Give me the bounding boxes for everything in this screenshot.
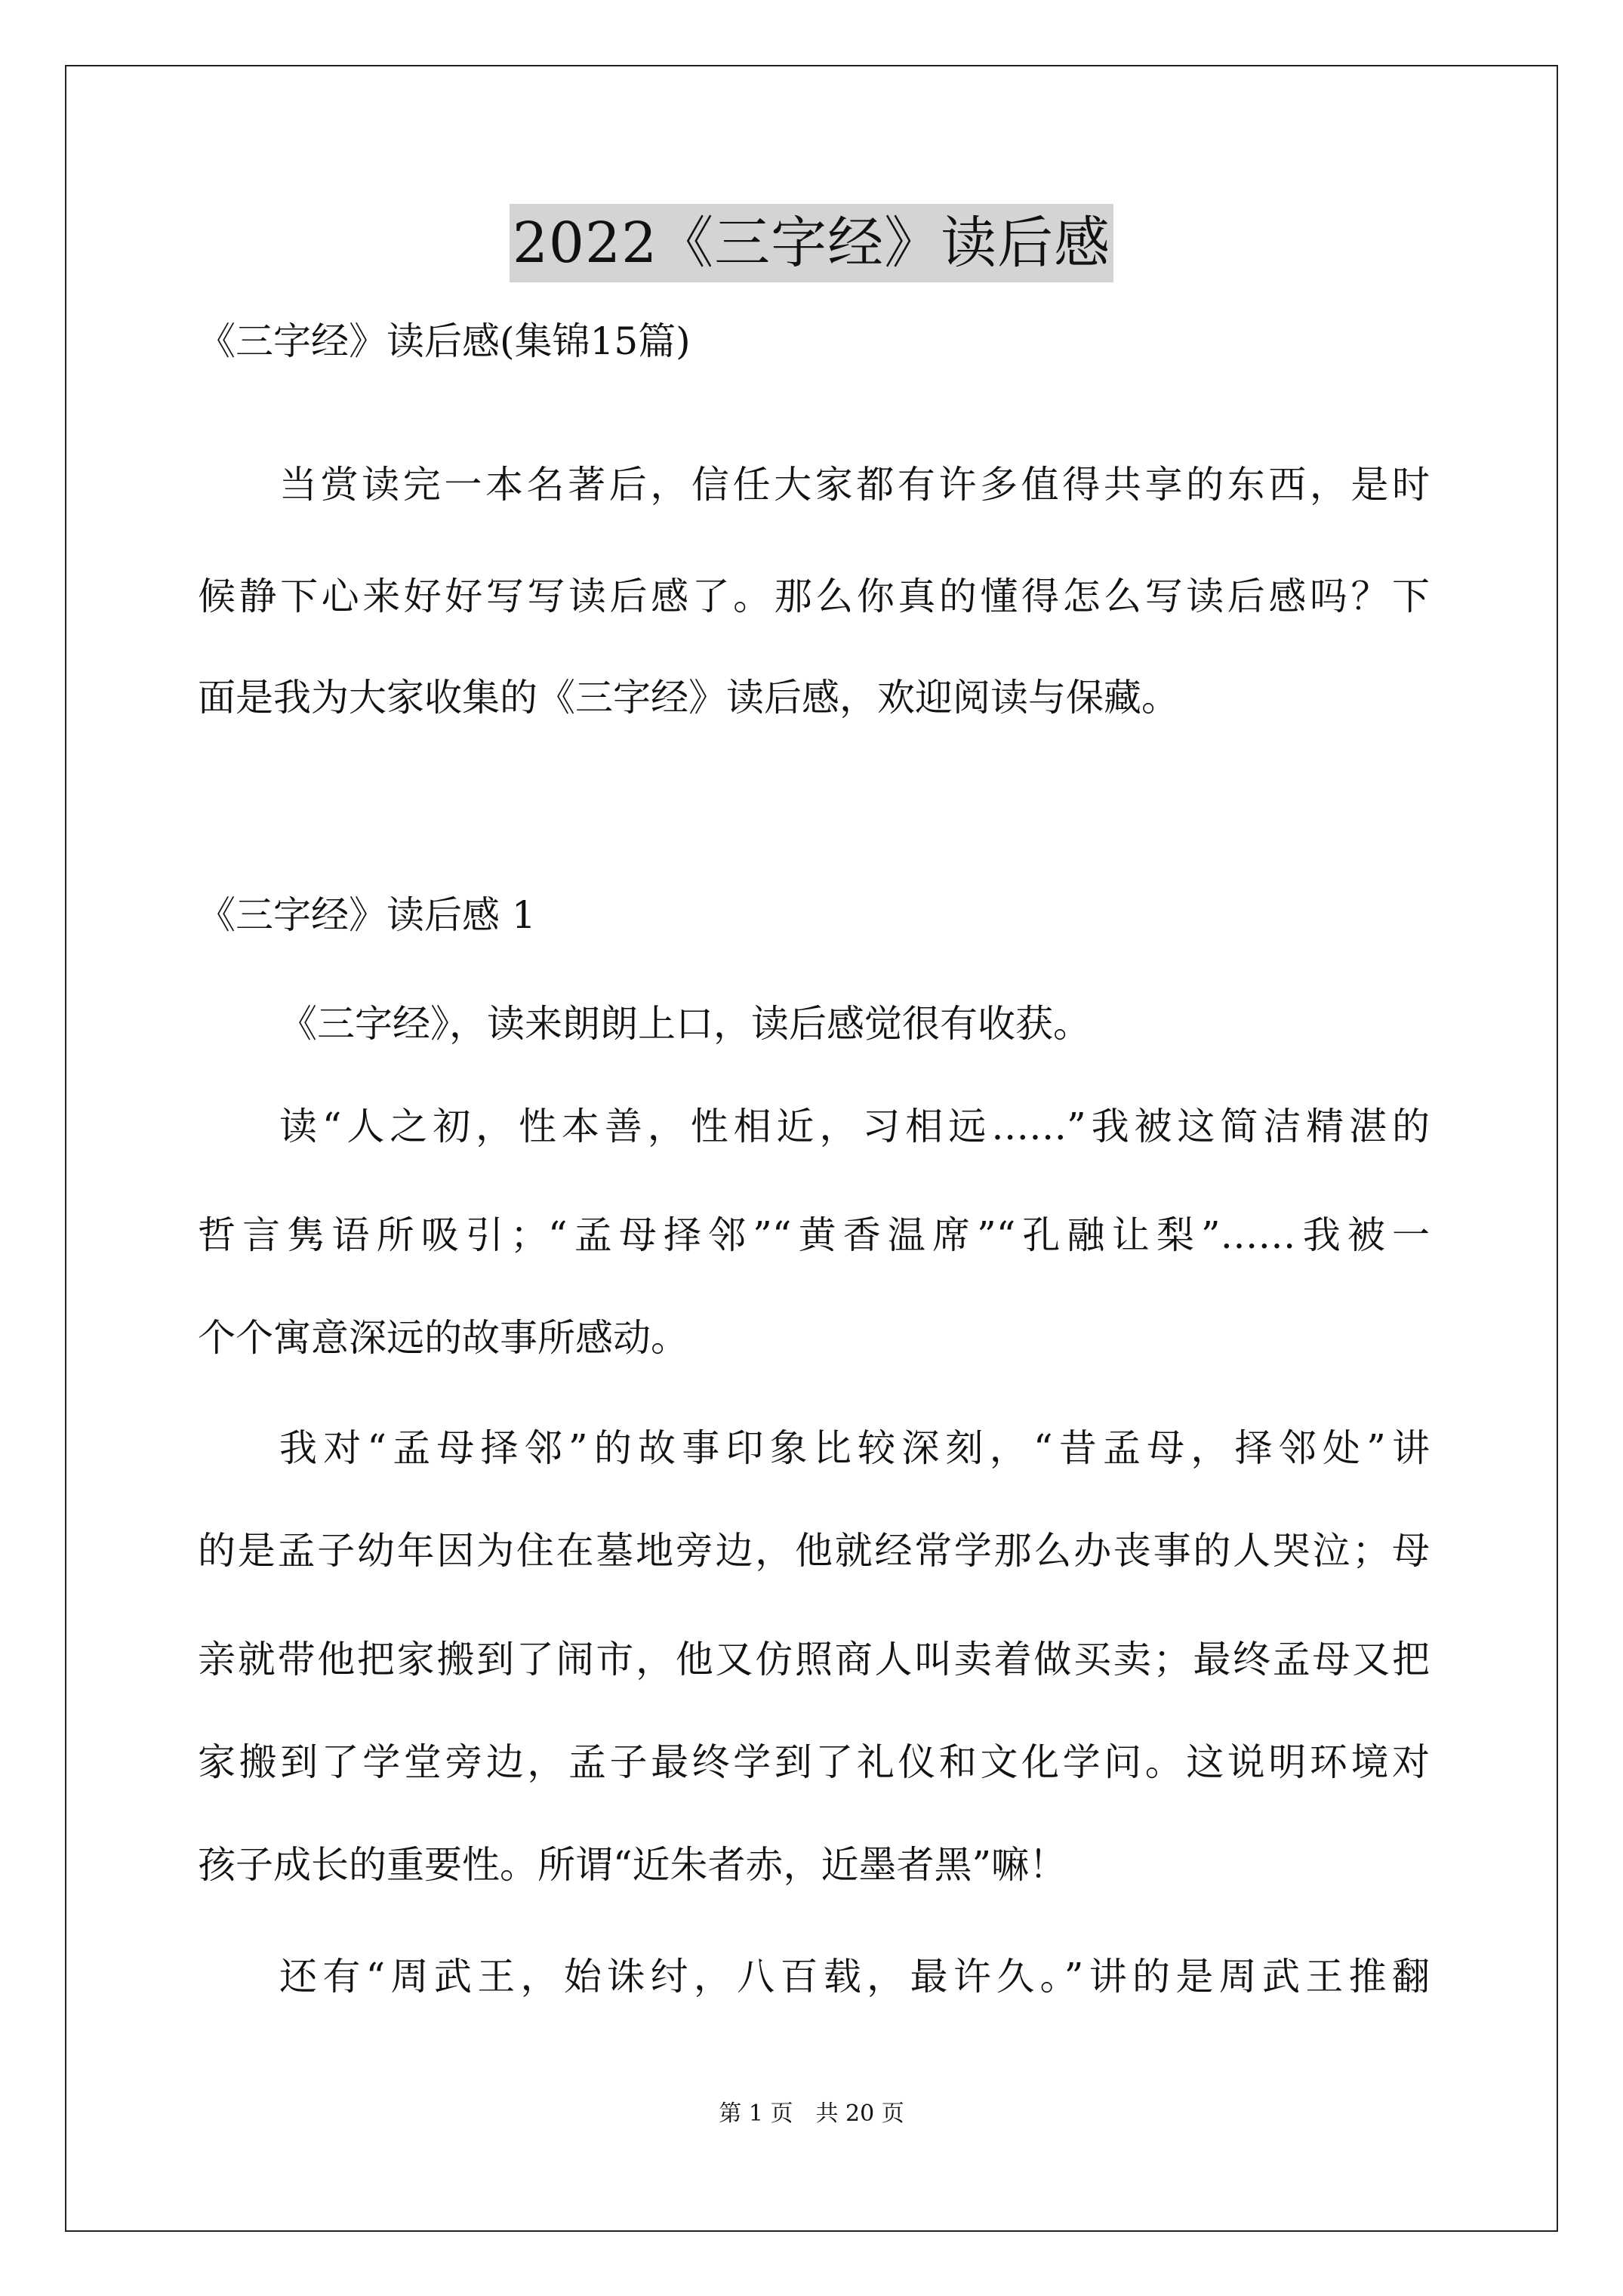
body-line: 读“人之初，性本善，性相近，习相远……”我被这简洁精湛的 <box>279 1105 1430 1148</box>
body-line: 的是孟子幼年因为住在墓地旁边，他就经常学那么办丧事的人哭泣；母 <box>198 1529 1430 1573</box>
intro-line: 候静下心来好好写写读后感了。那么你真的懂得怎么写读后感吗？下 <box>198 575 1430 618</box>
body-line: 亲就带他把家搬到了闹市，他又仿照商人叫卖着做买卖；最终孟母又把 <box>198 1638 1430 1681</box>
title-container <box>0 204 1623 282</box>
page-footer: 第 1 页 共 20 页 <box>719 2100 904 2127</box>
document-title: 2022《三字经》读后感 <box>510 204 1113 282</box>
body-line: 个个寓意深远的故事所感动。 <box>198 1316 688 1360</box>
intro-line: 当赏读完一本名著后，信任大家都有许多值得共享的东西，是时 <box>279 463 1430 507</box>
document-subtitle: 《三字经》读后感(集锦15篇) <box>198 319 691 363</box>
body-line: 孩子成长的重要性。所谓“近朱者赤，近墨者黑”嘛！ <box>198 1843 1067 1887</box>
body-line: 我对“孟母择邻”的故事印象比较深刻，“昔孟母，择邻处”讲 <box>279 1426 1430 1470</box>
section-heading: 《三字经》读后感 1 <box>198 893 536 937</box>
body-line: 《三字经》，读来朗朗上口，读后感觉很有收获。 <box>279 1002 1091 1046</box>
intro-line: 面是我为大家收集的《三字经》读后感，欢迎阅读与保藏。 <box>198 676 1179 720</box>
body-line: 家搬到了学堂旁边，孟子最终学到了礼仪和文化学问。这说明环境对 <box>198 1740 1430 1784</box>
body-line: 还有“周武王，始诛纣，八百载，最许久。”讲的是周武王推翻 <box>279 1955 1430 1999</box>
body-line: 哲言隽语所吸引；“孟母择邻”“黄香温席”“孔融让梨”……我被一 <box>198 1213 1430 1257</box>
